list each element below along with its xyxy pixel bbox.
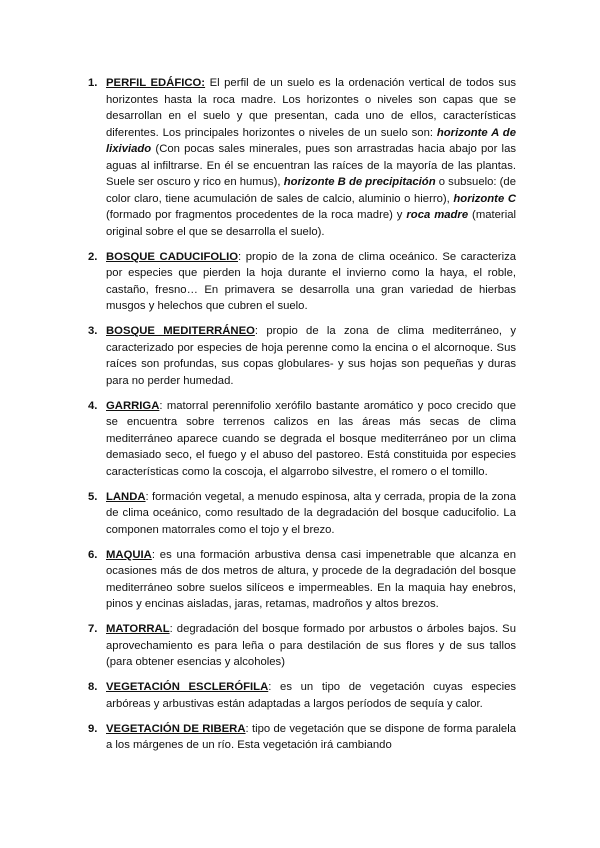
list-item (88, 547, 516, 613)
item-number: 4. (88, 399, 98, 412)
key-term: roca madre (406, 209, 469, 221)
item-text: El perfil de un suelo es la ordenación vertical de todos sus horizontes hasta la roca madre. Los horizontes o niveles son capas que se desarrollan en el suelo y que presentan, cada uno de ellos, características diferentes. Los principales horizontes o niveles de un suelo son: (106, 77, 516, 139)
item-number: 7. (88, 623, 98, 635)
glossary-list (88, 75, 517, 762)
item-text: : es un tipo de vegetación cuyas especies arbóreas y arbustivas están adaptadas a largos períodos de sequía y calor. (106, 681, 517, 710)
item-term: BOSQUE CADUCIFOLIO (106, 250, 238, 263)
item-number: 2. (88, 250, 98, 263)
item-text: : matorral perennifolio xerófilo bastante aromático y poco crecido que se encuentra sobre terrenos calizos en las áreas más secas de clima mediterráneo aparece cuando se degrada el bosque mediterráneo por un clima demasiado seco, el fuego y el abuso del pastoreo. Está constituida por especies características como la coscoja, el algarrobo silvestre, el romero o el tomillo. (106, 399, 516, 478)
item-text: : propio de la zona de clima oceánico. Se caracteriza por especies que pierden la hoja durante el invierno como la haya, el roble, castaño, fresno… En primavera se desarrolla una gran variedad de hierbas musgos y helechos que cubren el suelo. (106, 250, 517, 312)
item-text: (formado por fragmentos procedentes de la roca madre) y (106, 209, 407, 221)
item-number: 8. (88, 681, 98, 693)
item-text: : propio de la zona de clima mediterráneo, y caracterizado por especies de hoja perenne como la encina o el alcornoque. Sus raíces son profundas, sus copas globulares- y sus hojas son pequeñas y duras para no perder humedad. (106, 325, 516, 387)
item-number: 1. (88, 77, 98, 89)
item-text: (Con pocas sales minerales, pues son arrastradas hacia abajo por las aguas al infiltrarse. En él se encuentran las raíces de la mayoría de las plantas. Suele ser oscuro y rico en humus), (106, 143, 516, 188)
key-term: horizonte A de lixiviado (106, 126, 516, 155)
item-text: : es una formación arbustiva densa casi impenetrable que alcanza en ocasiones más de dos metros de altura, y procede de la degradación del bosque mediterráneo sobre suelos silíceos e impermeables. En la maquia hay enebros, pinos y encinas aisladas, jaras, retamas, madroños y altos brezos. (106, 548, 516, 610)
item-term: MAQUIA (106, 548, 152, 561)
list-item (88, 721, 516, 754)
item-number: 3. (88, 325, 98, 337)
item-text: (material original sobre el que se desarrolla el suelo). (106, 209, 517, 238)
item-term: LANDA (106, 490, 146, 503)
item-term: GARRIGA (106, 399, 160, 412)
item-text: : formación vegetal, a menudo espinosa, alta y cerrada, propia de la zona de clima oceánico, como resultado de la degradación del bosque caducifolio. La componen matorrales como el tojo y el brezo. (106, 490, 516, 536)
item-number: 9. (88, 722, 98, 735)
key-term: horizonte B de precipitación (283, 176, 436, 188)
list-item (88, 75, 517, 240)
item-text: o subsuelo: (de color claro, tiene acumulación de sales de calcio, aluminio o hierro), (106, 176, 516, 205)
item-number: 5. (88, 490, 98, 503)
list-item (88, 398, 516, 481)
item-text: : tipo de vegetación que se dispone de forma paralela a los márgenes de un río. Esta vegetación irá cambiando (106, 722, 516, 751)
list-item (88, 323, 516, 389)
item-term: PERFIL EDÁFICO: (106, 77, 206, 89)
item-term: VEGETACIÓN DE RIBERA (106, 722, 246, 735)
list-item (88, 679, 517, 712)
item-term: VEGETACIÓN ESCLERÓFILA (106, 681, 269, 693)
item-term: MATORRAL (106, 623, 170, 635)
list-item (88, 249, 517, 315)
key-term: horizonte C (453, 192, 516, 205)
item-term: BOSQUE MEDITERRÁNEO (106, 325, 255, 337)
item-number: 6. (88, 548, 98, 561)
item-text: : degradación del bosque formado por arbustos o árboles bajos. Su aprovechamiento es para leña o para destilación de sus flores y de sus tallos (para obtener esencias y alcoholes) (106, 623, 516, 668)
list-item (88, 489, 516, 539)
list-item (88, 621, 516, 671)
